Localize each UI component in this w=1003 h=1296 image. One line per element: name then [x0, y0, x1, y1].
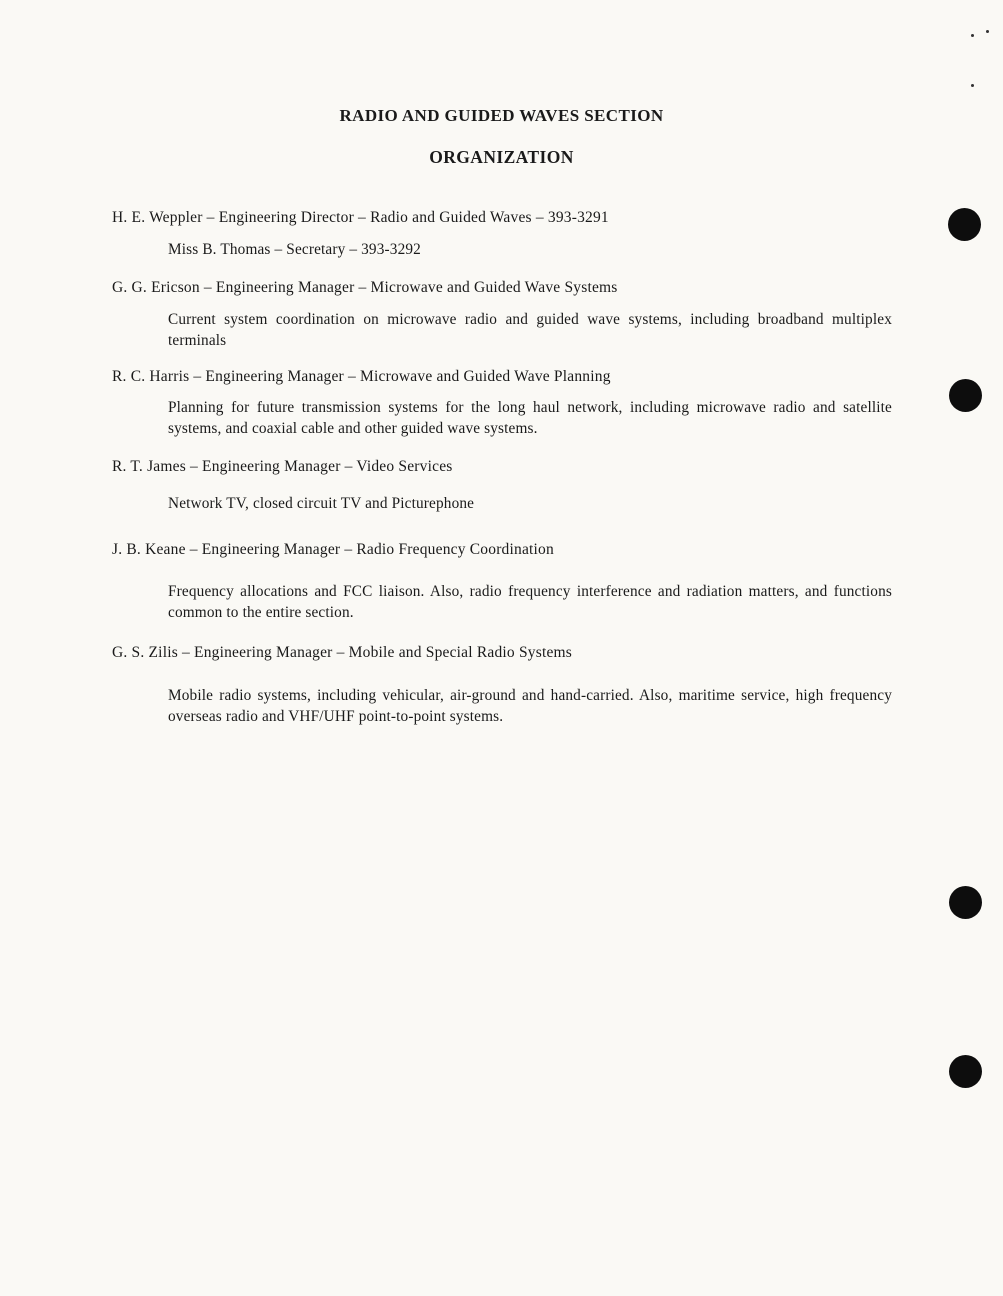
entry-detail-harris: Planning for future transmission systems for the long haul network, including microwave radio and satellite systems, and coaxial cable and other guided wave systems.: [168, 399, 892, 437]
entry-heading-zilis: G. S. Zilis – Engineering Manager – Mobile and Special Radio Systems: [112, 644, 573, 661]
entry-heading-ericson: G. G. Ericson – Engineering Manager – Microwave and Guided Wave Systems: [112, 279, 618, 296]
binder-hole-icon: [948, 208, 981, 241]
entry-heading-keane: J. B. Keane – Engineering Manager – Radio Frequency Coordination: [112, 541, 554, 558]
entry-detail-keane: Frequency allocations and FCC liaison. Also, radio frequency interference and radiation matters, and functions common to the entire section.: [168, 583, 892, 621]
entry-heading-james: R. T. James – Engineering Manager – Video Services: [112, 458, 453, 475]
entry-heading-harris: R. C. Harris – Engineering Manager – Microwave and Guided Wave Planning: [112, 368, 611, 385]
entry-detail-zilis: Mobile radio systems, including vehicular, air-ground and hand-carried. Also, maritime service, high frequency overseas radio and VHF/UHF point-to-point systems.: [168, 687, 892, 725]
paper-speck: [986, 30, 989, 33]
section-subtitle: ORGANIZATION: [429, 147, 574, 167]
section-title: RADIO AND GUIDED WAVES SECTION: [339, 106, 664, 125]
paper-speck: [971, 84, 974, 87]
binder-hole-icon: [949, 1055, 982, 1088]
paper-speck: [971, 34, 974, 37]
entry-detail-weppler: Miss B. Thomas – Secretary – 393-3292: [168, 241, 421, 258]
entry-detail-ericson: Current system coordination on microwave radio and guided wave systems, including broadband multiplex terminals: [168, 311, 892, 349]
entry-detail-james: Network TV, closed circuit TV and Picturephone: [168, 495, 475, 512]
binder-hole-icon: [949, 379, 982, 412]
binder-hole-icon: [949, 886, 982, 919]
entry-heading-weppler: H. E. Weppler – Engineering Director – Radio and Guided Waves – 393-3291: [112, 209, 609, 226]
